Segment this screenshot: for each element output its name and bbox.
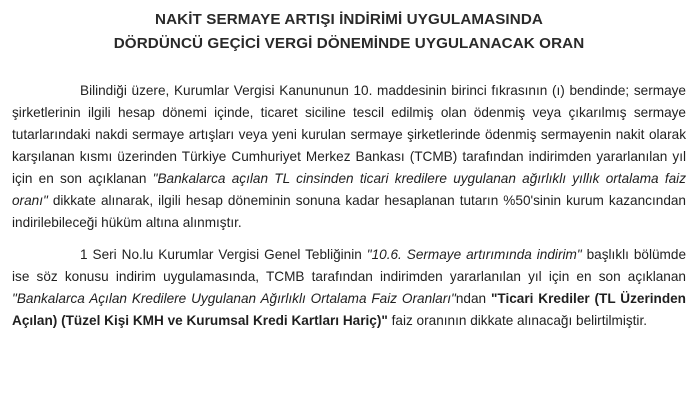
paragraph-2-text-d: faiz oranının dikkate alınacağı belirtilmiştir. <box>387 313 648 328</box>
paragraph-2-text-a: 1 Seri No.lu Kurumlar Vergisi Genel Tebliğinin <box>80 247 367 262</box>
paragraph-1-text-b: dikkate alınarak, ilgili hesap döneminin sonuna kadar hesaplanan tutarın %50'sinin kurum kazancından indirilebileceği hüküm altına alınmıştır. <box>12 193 686 230</box>
document-title-line-2: DÖRDÜNCÜ GEÇİCİ VERGİ DÖNEMİNDE UYGULANACAK ORAN <box>113 35 585 52</box>
document-title-line-1: NAKİT SERMAYE ARTIŞI İNDİRİMİ UYGULAMASINDA <box>155 11 543 28</box>
paragraph-2-quote-1: "10.6. Sermaye artırımında indirim" <box>366 247 582 262</box>
paragraph-1-text-a: Bilindiği üzere, Kurumlar Vergisi Kanununun 10. maddesinin birinci fıkrasının (ı) bendinde; sermaye şirketlerinin ilgili hesap dönemi içinde, ticaret siciline tescil edilmiş olan ödenmiş veya çıkarılmış sermaye tutarlarındaki nakdi sermaye artışları veya yeni kurulan sermaye şirketlerinde ödenmiş sermayenin nakit olarak karşılanan kısmı üzerinden Türkiye Cumhuriyet Merkez Bankası (TCMB) tarafından indirimden yararlanılan yıl için en son açıklanan <box>12 83 686 186</box>
paragraph-2 <box>12 244 686 332</box>
paragraph-2-quote-2: "Bankalarca Açılan Kredilere Uygulanan Ağırlıklı Ortalama Faiz Oranları" <box>12 291 456 306</box>
paragraph-2-text-c: ndan <box>455 291 491 306</box>
paragraph-2-text-b: başlıklı bölümde ise söz konusu indirim uygulamasında, TCMB tarafından indirimden yararlanılan yıl için en son açıklanan <box>12 247 687 284</box>
title-block <box>12 8 686 56</box>
paragraph-1-quote: "Bankalarca açılan TL cinsinden ticari kredilere uygulanan ağırlıklı yıllık ortalama faiz oranı" <box>12 171 686 208</box>
paragraph-1 <box>12 80 686 234</box>
paragraph-2-bold-term: "Ticari Krediler (TL Üzerinden Açılan) (Tüzel Kişi KMH ve Kurumsal Kredi Kartları Hariç)" <box>12 291 686 328</box>
